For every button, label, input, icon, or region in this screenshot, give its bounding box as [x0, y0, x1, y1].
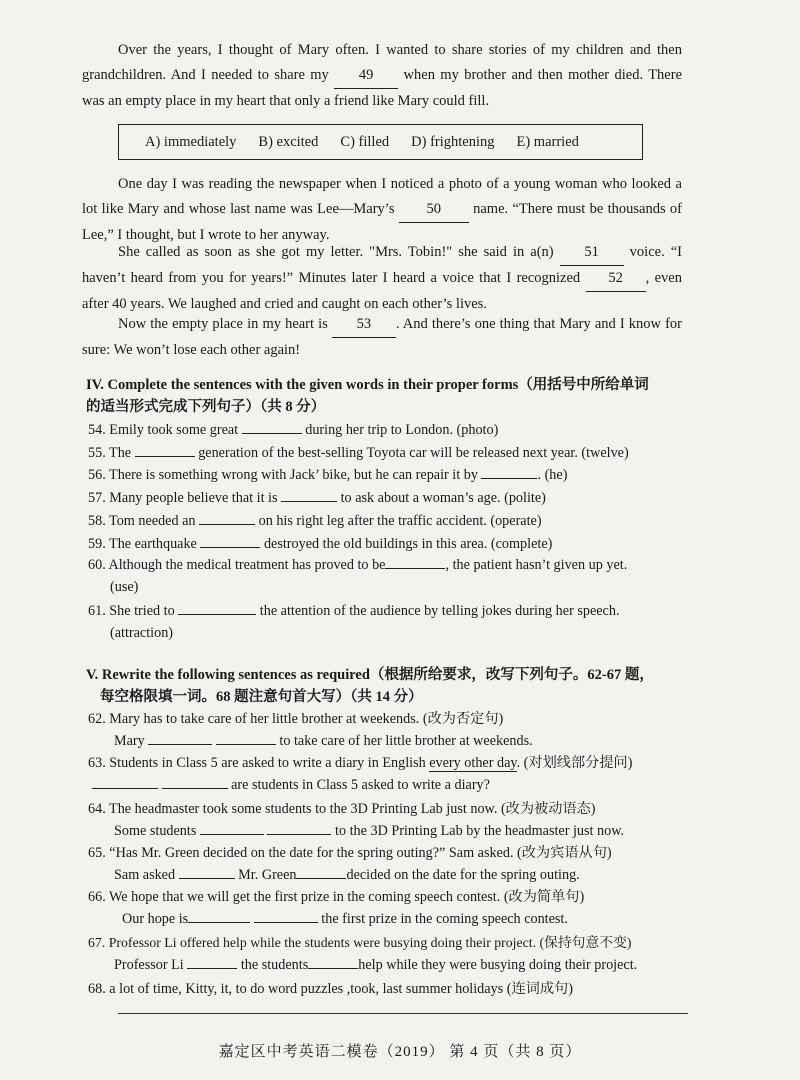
option-c: C) filled — [340, 133, 390, 150]
question-64: 64. The headmaster took some students to the 3D Printing Lab just now. (改为被动语态) — [88, 801, 596, 817]
answer-blank-58[interactable] — [199, 511, 255, 525]
answer-blank-63b[interactable] — [162, 775, 228, 789]
blank-50[interactable]: 50 — [399, 197, 469, 223]
option-d: D) frightening — [411, 133, 495, 150]
question-59: 59. The earthquake destroyed the old buildings in this area. (complete) — [88, 536, 553, 552]
blank-53[interactable]: 53 — [332, 312, 396, 338]
blank-49[interactable]: 49 — [334, 63, 398, 89]
section-5-title: V. Rewrite the following sentences as required（根据所给要求，改写下列句子。62-67 题， 每空格限填一词。68 题注意句首大写）（共 14 分） — [86, 667, 654, 705]
option-e: E) married — [516, 133, 579, 150]
page-footer: 嘉定区中考英语二模卷（2019） 第 4 页（共 8 页） — [218, 1044, 582, 1060]
answer-66: Our hope is the first prize in the coming speech contest. — [122, 911, 568, 927]
question-55: 55. The generation of the best-selling Toyota car will be released next year. (twelve) — [88, 445, 629, 461]
question-63: 63. Students in Class 5 are asked to write a diary in English every other day. (对划线部分提问) — [88, 755, 633, 771]
answer-blank-55[interactable] — [135, 443, 195, 457]
answer-blank-64a[interactable] — [200, 821, 264, 835]
answer-blank-65b[interactable] — [296, 865, 346, 879]
answer-64: Some students to the 3D Printing Lab by the headmaster just now. — [114, 823, 625, 839]
question-54: 54. Emily took some great during her trip to London. (photo) — [88, 422, 499, 438]
underlined-phrase: every other day — [429, 755, 517, 771]
answer-blank-62b[interactable] — [216, 731, 276, 745]
answer-blank-67b[interactable] — [308, 955, 358, 969]
question-57: 57. Many people believe that it is to ask about a woman’s age. (polite) — [88, 490, 546, 506]
answer-blank-66a[interactable] — [188, 909, 250, 923]
answer-blank-54[interactable] — [242, 420, 302, 434]
answer-blank-62a[interactable] — [148, 731, 212, 745]
question-61: 61. She tried to the attention of the audience by telling jokes during her speech. (attraction) — [88, 603, 620, 641]
answer-blank-56[interactable] — [481, 465, 537, 479]
answer-blank-67a[interactable] — [187, 955, 237, 969]
question-67: 67. Professor Li offered help while the students were busying doing their project. (保持句意不变) — [88, 935, 632, 950]
answer-63: are students in Class 5 asked to write a diary? — [92, 774, 490, 796]
answer-65: Sam asked Mr. Green decided on the date for the spring outing. — [114, 867, 580, 883]
word-options-box — [118, 124, 643, 160]
question-65: 65. “Has Mr. Green decided on the date for the spring outing?” Sam asked. (改为宾语从句) — [88, 845, 612, 861]
answer-blank-60[interactable] — [385, 555, 445, 569]
question-68: 68. a lot of time, Kitty, it, to do word puzzles ,took, last summer holidays (连词成句) — [88, 981, 573, 997]
option-b: B) excited — [258, 133, 319, 150]
answer-blank-64b[interactable] — [267, 821, 331, 835]
question-56: 56. There is something wrong with Jack’ bike, but he can repair it by . (he) — [88, 467, 568, 483]
answer-blank-66b[interactable] — [254, 909, 318, 923]
answer-67: Professor Li the students help while they were busying doing their project. — [114, 957, 638, 973]
blank-52[interactable]: 52 — [586, 266, 646, 292]
option-a: A) immediately — [145, 133, 237, 150]
answer-blank-57[interactable] — [281, 488, 337, 502]
answer-blank-65a[interactable] — [179, 865, 235, 879]
answer-62: Mary to take care of her little brother at weekends. — [114, 733, 533, 749]
question-66: 66. We hope that we will get the first prize in the coming speech contest. (改为简单句) — [88, 889, 585, 905]
answer-blank-63a[interactable] — [92, 775, 158, 789]
passage-paragraph-2: One day I was reading the newspaper when I noticed a photo of a young woman who looked a lot like Mary and whose last name was Lee—Mary’s 50 name. “There must be thousands of Lee,” I thought, but I wrote to her anyway. — [82, 176, 682, 243]
question-60: 60. Although the medical treatment has proved to be , the patient hasn’t given up yet. (use) — [88, 557, 628, 595]
answer-line-68[interactable] — [118, 1013, 688, 1014]
question-62: 62. Mary has to take care of her little brother at weekends. (改为否定句) — [88, 711, 504, 727]
section-4-title: IV. Complete the sentences with the given words in their proper forms（用括号中所给单词 的适当形式完成下列句子）（共 8 分） — [86, 377, 649, 415]
answer-blank-61[interactable] — [178, 601, 256, 615]
blank-51[interactable]: 51 — [560, 240, 624, 266]
passage-paragraph-4: Now the empty place in my heart is 53 . And there’s one thing that Mary and I know for sure: We won’t lose each other again! — [82, 312, 682, 363]
passage-paragraph-3: She called as soon as she got my letter. "Mrs. Tobin!" she said in a(n) 51 voice. “I haven’t heard from you for years!” Minutes later I heard a voice that I recognized 52 , even after 40 years. We laughed and cried and caught on each other’s lives. — [82, 240, 682, 317]
passage-paragraph-1: Over the years, I thought of Mary often. I wanted to share stories of my children and then grandchildren. And I needed to share my 49 when my brother and then mother died. There was an empty place in my heart that only a friend like Mary could fill. — [82, 42, 683, 109]
question-58: 58. Tom needed an on his right leg after the traffic accident. (operate) — [88, 513, 542, 529]
answer-blank-59[interactable] — [200, 534, 260, 548]
